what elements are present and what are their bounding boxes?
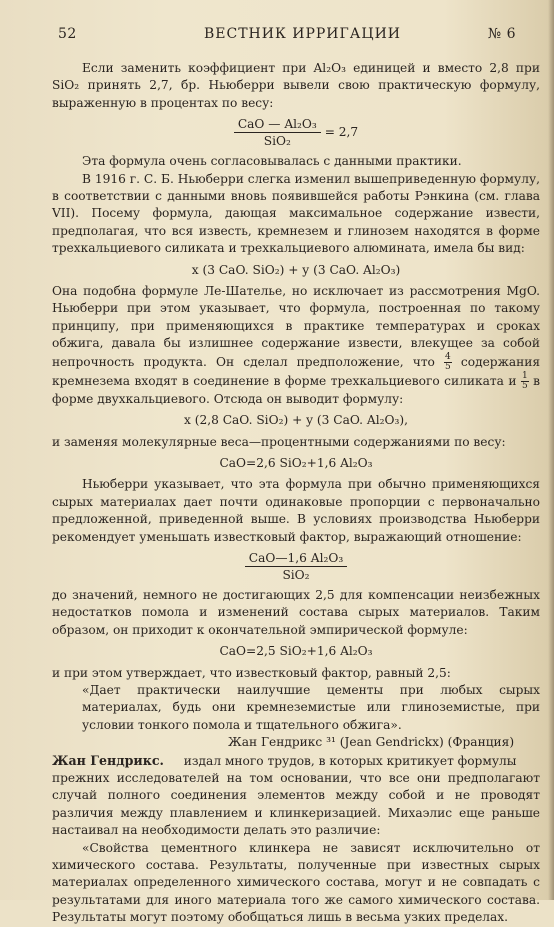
formula-denominator: SiO₂ <box>282 567 310 582</box>
formula-line: CaO=2,5 SiO₂+1,6 Al₂O₃ <box>219 644 373 659</box>
paragraph: Если заменить коэффициент при Al₂O₃ единицей и вместо 2,8 при SiO₂ принять 2,7, бр. Ньюберри вывели свою практическую формулу, выраженную в процентах по весу: <box>52 61 540 110</box>
formula-fraction <box>234 116 321 149</box>
paragraph: и заменяя молекулярные веса—процентными содержаниями по весу: <box>52 434 506 449</box>
formula-block <box>52 116 540 149</box>
formula-line: x (3 CaO. SiO₂) + y (3 CaO. Al₂O₃) <box>191 262 401 277</box>
block-quote: «Дает практически наилучшие цементы при любых сырых материалах, будь они кремнеземистые или глиноземистые, при условии тонкого помола и тщательного обжига». <box>82 682 540 732</box>
paragraph-first-line: Жан Гендрикс ³¹ (Jean Gendrickx) (Франция) <box>228 735 515 750</box>
journal-title: ВЕСТНИК ИРРИГАЦИИ <box>204 26 402 42</box>
formula-line: CaO=2,6 SiO₂+1,6 Al₂O₃ <box>219 455 373 470</box>
paragraph-second-line <box>52 752 540 770</box>
formula-fraction <box>245 550 348 583</box>
block-quote: «Свойства цементного клинкера не зависят исключительно от химического состава. Результаты, полученные при известных сырых материалах определенного химического состава, могут и не совпадать с результатами для иного материала того же самого химического состава. Результаты могут поэтому обобщаться лишь в весьма узких пределах. <box>52 840 540 925</box>
paragraph: до значений, немного не достигающих 2,5 для компенсации неизбежных недостатков помола и изменений состава сырых материалов. Таким образом, он приходит к окончательной эмпирической формуле: <box>52 587 540 637</box>
paragraph <box>52 283 540 408</box>
fraction-numerator: 1 <box>521 370 528 381</box>
fraction-denominator: 5 <box>445 361 451 372</box>
paragraph-text: издал много трудов, в которых критикует формулы <box>183 753 517 768</box>
paragraph: В 1916 г. С. Б. Ньюберри слегка изменил вышеприведенную формулу, в соответствии с данными вновь появившейся работы Рэнкина (см. глава VII). Посему формула, дающая максимальное содержание извести, предполагая, что вся известь, кремнезем и глинозем находятся в форме трехкальциевого силиката и трехкальциевого алюмината, имела бы вид: <box>52 171 540 256</box>
paragraph: Ньюберри указывает, что эта формула при обычно применяющихся сырых материалах дает почти одинаковые пропорции с первоначально предложенной, приведенной выше. В условиях производства Ньюберри рекомендует уменьшать известковый фактор, выражающий отношение: <box>52 477 540 544</box>
fraction-numerator: 4 <box>445 351 451 362</box>
page-edge-shadow <box>548 0 554 900</box>
side-heading-name: Жан Гендрикс. <box>52 752 164 768</box>
formula-numerator: CaO—1,6 Al₂O₃ <box>245 550 348 567</box>
paragraph-text: Она подобна формуле Ле-Шателье, но исключает из рассмотрения MgO. Ньюберри при этом указывает, что формула, построенная по такому принципу, при применяющихся в практике температурах и сроках обжига, давала бы излишнее содержание извести, влекущее за собой непрочность продукта. Он сделал предположение, что <box>52 284 540 369</box>
fraction-denominator: 5 <box>521 380 528 391</box>
running-header <box>52 26 522 46</box>
issue-number: № 6 <box>487 26 516 42</box>
formula-line: x (2,8 CaO. SiO₂) + y (3 CaO. Al₂O₃), <box>183 413 409 428</box>
paragraph: Эта формула очень согласовывалась с данными практики. <box>82 154 462 169</box>
page-body <box>52 60 540 927</box>
paragraph-text: в форме двухкальциевого. Отсюда он выводит формулу: <box>52 373 541 406</box>
formula-block <box>52 550 540 583</box>
inline-fraction <box>521 372 529 391</box>
inline-fraction <box>444 353 452 372</box>
formula-denominator: SiO₂ <box>263 134 291 149</box>
paragraph: и при этом утверждает, что известковый фактор, равный 2,5: <box>52 665 451 680</box>
formula-rhs: = 2,7 <box>324 125 359 140</box>
page-number: 52 <box>58 26 77 42</box>
paragraph-text: содержания кремнезема входят в соединение в форме трехкальциевого силиката и <box>52 354 541 388</box>
formula-numerator: CaO — Al₂O₃ <box>234 116 321 133</box>
author-paragraph <box>52 734 540 839</box>
paragraph: прежних исследователей на том основании, что все они предполагают случай полного соединения элементов между собой и не проводят различия между плавлением и клинкеризацией. Михаэлис еще раньше настаивал на необходимости делать это различие: <box>52 771 540 838</box>
